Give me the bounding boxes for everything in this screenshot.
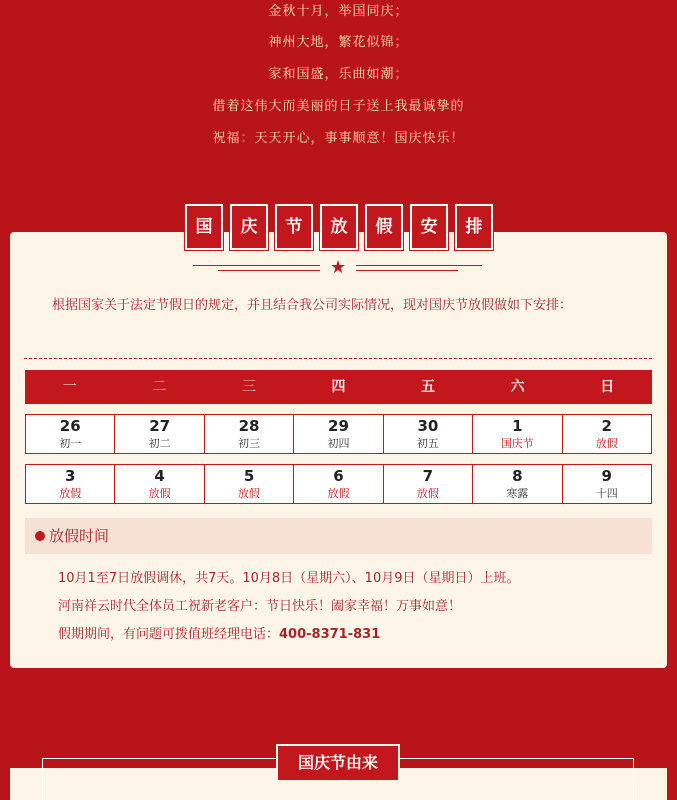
calendar-day bbox=[563, 465, 651, 503]
divider-line bbox=[356, 270, 458, 271]
weekday-label: 四 bbox=[331, 379, 346, 395]
day-number: 4 bbox=[154, 467, 165, 485]
origin-title: 国庆节由来 bbox=[276, 744, 400, 782]
poem-line: 金秋十月，举国同庆； bbox=[268, 4, 409, 19]
phone-number: 400-8371-831 bbox=[279, 627, 381, 642]
day-note: 寒露 bbox=[506, 487, 529, 500]
star-icon: ★ bbox=[330, 257, 347, 278]
day-number: 26 bbox=[59, 417, 81, 435]
day-note: 放假 bbox=[595, 437, 618, 450]
day-number: 29 bbox=[328, 417, 349, 435]
poem-line: 神州大地，繁花似锦； bbox=[268, 35, 409, 50]
day-number: 3 bbox=[64, 467, 76, 485]
poem-line: 借着这伟大而美丽的日子送上我最诚挚的 bbox=[212, 99, 465, 114]
day-note: 初二 bbox=[148, 437, 171, 450]
day-number: 5 bbox=[243, 467, 255, 485]
schedule-title bbox=[185, 204, 493, 250]
calendar-day bbox=[473, 415, 562, 453]
vacation-time-heading bbox=[25, 518, 652, 554]
title-divider bbox=[0, 257, 677, 278]
greeting-message: 河南祥云时代全体员工祝新老客户：节日快乐！阖家幸福！万事如意！ bbox=[58, 599, 462, 614]
day-number: 8 bbox=[512, 467, 523, 485]
day-note: 放假 bbox=[59, 487, 82, 500]
dashed-divider bbox=[24, 358, 652, 359]
day-number: 1 bbox=[512, 417, 523, 435]
divider-line bbox=[218, 270, 320, 271]
calendar-day bbox=[294, 465, 383, 503]
day-note: 初一 bbox=[59, 437, 82, 450]
day-note: 初四 bbox=[327, 437, 350, 450]
weekday-label: 二 bbox=[152, 379, 167, 395]
weekday-label: 三 bbox=[241, 379, 256, 395]
poem-line: 祝福：天天开心，事事顺意！国庆快乐！ bbox=[212, 131, 465, 146]
calendar-day bbox=[205, 465, 294, 503]
vacation-dates: 10月1至7日放假调休，共7天。10月8日（星期六）、10月9日（星期日）上班。 bbox=[58, 571, 520, 586]
day-note: 十四 bbox=[595, 487, 618, 500]
day-note: 初三 bbox=[238, 437, 261, 450]
day-note: 放假 bbox=[327, 487, 350, 500]
day-note: 放假 bbox=[238, 487, 261, 500]
calendar-day bbox=[563, 415, 651, 453]
day-number: 27 bbox=[149, 417, 171, 435]
phone-label: 假期期间，有问题可拨值班经理电话： bbox=[58, 627, 280, 642]
calendar-day bbox=[384, 415, 473, 453]
day-number: 7 bbox=[422, 467, 434, 485]
day-number: 2 bbox=[601, 417, 612, 435]
calendar-day bbox=[473, 465, 562, 503]
duty-phone-line bbox=[58, 625, 380, 645]
title-char: 假 bbox=[365, 204, 403, 250]
day-number: 9 bbox=[601, 467, 612, 485]
calendar-day bbox=[26, 465, 115, 503]
calendar-day bbox=[384, 465, 473, 503]
calendar-day bbox=[26, 415, 115, 453]
calendar-weekday-header bbox=[25, 370, 652, 404]
day-number: 28 bbox=[238, 417, 260, 435]
title-char: 国 bbox=[185, 204, 223, 250]
title-char: 排 bbox=[455, 204, 493, 250]
calendar-day bbox=[294, 415, 383, 453]
calendar-week-row bbox=[25, 414, 652, 454]
weekday-label: 六 bbox=[510, 379, 525, 395]
day-note: 初五 bbox=[416, 437, 439, 450]
weekday-label: 五 bbox=[421, 379, 436, 395]
section-label: 放假时间 bbox=[49, 527, 110, 545]
divider-line bbox=[193, 265, 320, 266]
calendar-day bbox=[115, 415, 204, 453]
weekday-label: 一 bbox=[62, 379, 77, 395]
day-note: 国庆节 bbox=[500, 437, 534, 450]
day-number: 30 bbox=[417, 417, 439, 435]
weekday-label: 日 bbox=[600, 379, 615, 395]
calendar-week-row bbox=[25, 464, 652, 504]
divider-line bbox=[356, 265, 482, 266]
title-char: 安 bbox=[410, 204, 448, 250]
day-note: 放假 bbox=[148, 487, 171, 500]
title-char: 节 bbox=[275, 204, 313, 250]
poem-line: 家和国盛，乐曲如潮； bbox=[268, 67, 409, 82]
title-char: 放 bbox=[320, 204, 358, 250]
greeting-poem bbox=[0, 0, 677, 160]
day-number: 6 bbox=[333, 467, 344, 485]
title-char: 庆 bbox=[230, 204, 268, 250]
calendar-day bbox=[205, 415, 294, 453]
bullet-dot-icon bbox=[35, 531, 45, 541]
day-note: 放假 bbox=[416, 487, 439, 500]
schedule-intro: 根据国家关于法定节假日的规定，并且结合我公司实际情况，现对国庆节放假做如下安排： bbox=[52, 298, 573, 313]
calendar-day bbox=[115, 465, 204, 503]
